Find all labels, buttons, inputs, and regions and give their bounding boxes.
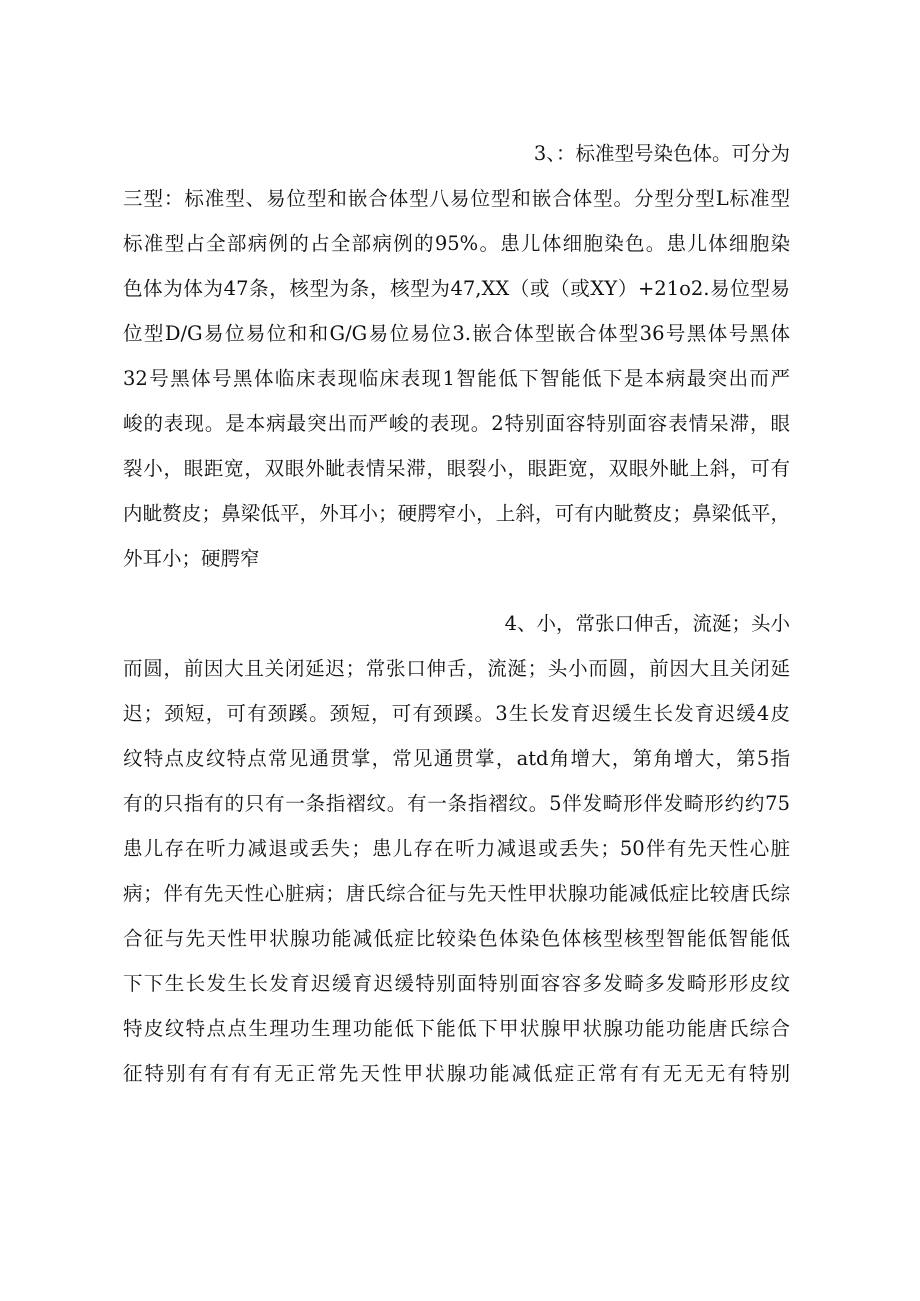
paragraph-2-line-3: 迟；颈短，可有颈蹊。颈短，可有颈蹊。3生长发育迟缓生长发育迟缓4皮: [123, 702, 790, 725]
paragraph-1-line-1: 3、：标准型号染色体。可分为: [533, 142, 790, 165]
paragraph-1-line-10: 外耳小；硬腭窄: [123, 547, 260, 570]
paragraph-1-line-7: 峻的表现。是本病最突出而严峻的表现。2特别面容特别面容表情呆滞，眼: [123, 412, 790, 435]
paragraph-2-line-8: 合征与先天性甲状腺功能减低症比较染色体染色体核型核型智能低智能低: [123, 927, 790, 950]
paragraph-2-line-1: 4、小，常张口伸舌，流涎；头小: [504, 612, 790, 635]
paragraph-2-line-11: 征特别有有有有无正常先天性甲状腺功能减低症正常有有无无无有特别: [123, 1062, 790, 1085]
paragraph-1-line-5: 位型D/G易位易位和和G/G易位易位3.嵌合体型嵌合体型36号黑体号黑体: [123, 322, 790, 345]
paragraph-2-line-7: 病；伴有先天性心脏病；唐氏综合征与先天性甲状腺功能减低症比较唐氏综: [123, 882, 790, 905]
paragraph-2-line-2: 而圆，前因大且关闭延迟；常张口伸舌，流涎；头小而圆，前因大且关闭延: [123, 657, 790, 680]
paragraph-1-line-9: 内眦赘皮；鼻梁低平，外耳小；硬腭窄小，上斜，可有内眦赘皮；鼻梁低平，: [123, 502, 790, 525]
paragraph-2-line-4: 纹特点皮纹特点常见通贯掌，常见通贯掌，atd角增大，第角增大，第5指: [123, 747, 790, 770]
paragraph-2-line-9: 下下生长发生长发育迟缓育迟缓特别面特别面容容多发畸多发畸形形皮纹: [123, 972, 790, 995]
paragraph-1-line-8: 裂小，眼距宽，双眼外眦表情呆滞，眼裂小，眼距宽，双眼外眦上斜，可有: [123, 457, 790, 480]
paragraph-2-line-10: 特皮纹特点点生理功生理功能低下能低下甲状腺甲状腺功能功能唐氏综合: [123, 1017, 790, 1040]
paragraph-1-line-4: 色体为体为47条，核型为条，核型为47,XX（或（或XY）+21o2.易位型易: [123, 277, 790, 300]
paragraph-1-line-3: 标准型占全部病例的占全部病例的95%。患儿体细胞染色。患儿体细胞染: [123, 232, 790, 255]
paragraph-1-line-6: 32号黑体号黑体临床表现临床表现1智能低下智能低下是本病最突出而严: [123, 367, 790, 390]
paragraph-2-line-5: 有的只指有的只有一条指褶纹。有一条指褶纹。5伴发畸形伴发畸形约约75: [123, 792, 790, 815]
paragraph-1-line-2: 三型：标准型、易位型和嵌合体型八易位型和嵌合体型。分型分型L标准型: [123, 187, 790, 210]
paragraph-2-line-6: 患儿存在听力减退或丢失；患儿存在听力减退或丢失；50伴有先天性心脏: [123, 837, 790, 860]
